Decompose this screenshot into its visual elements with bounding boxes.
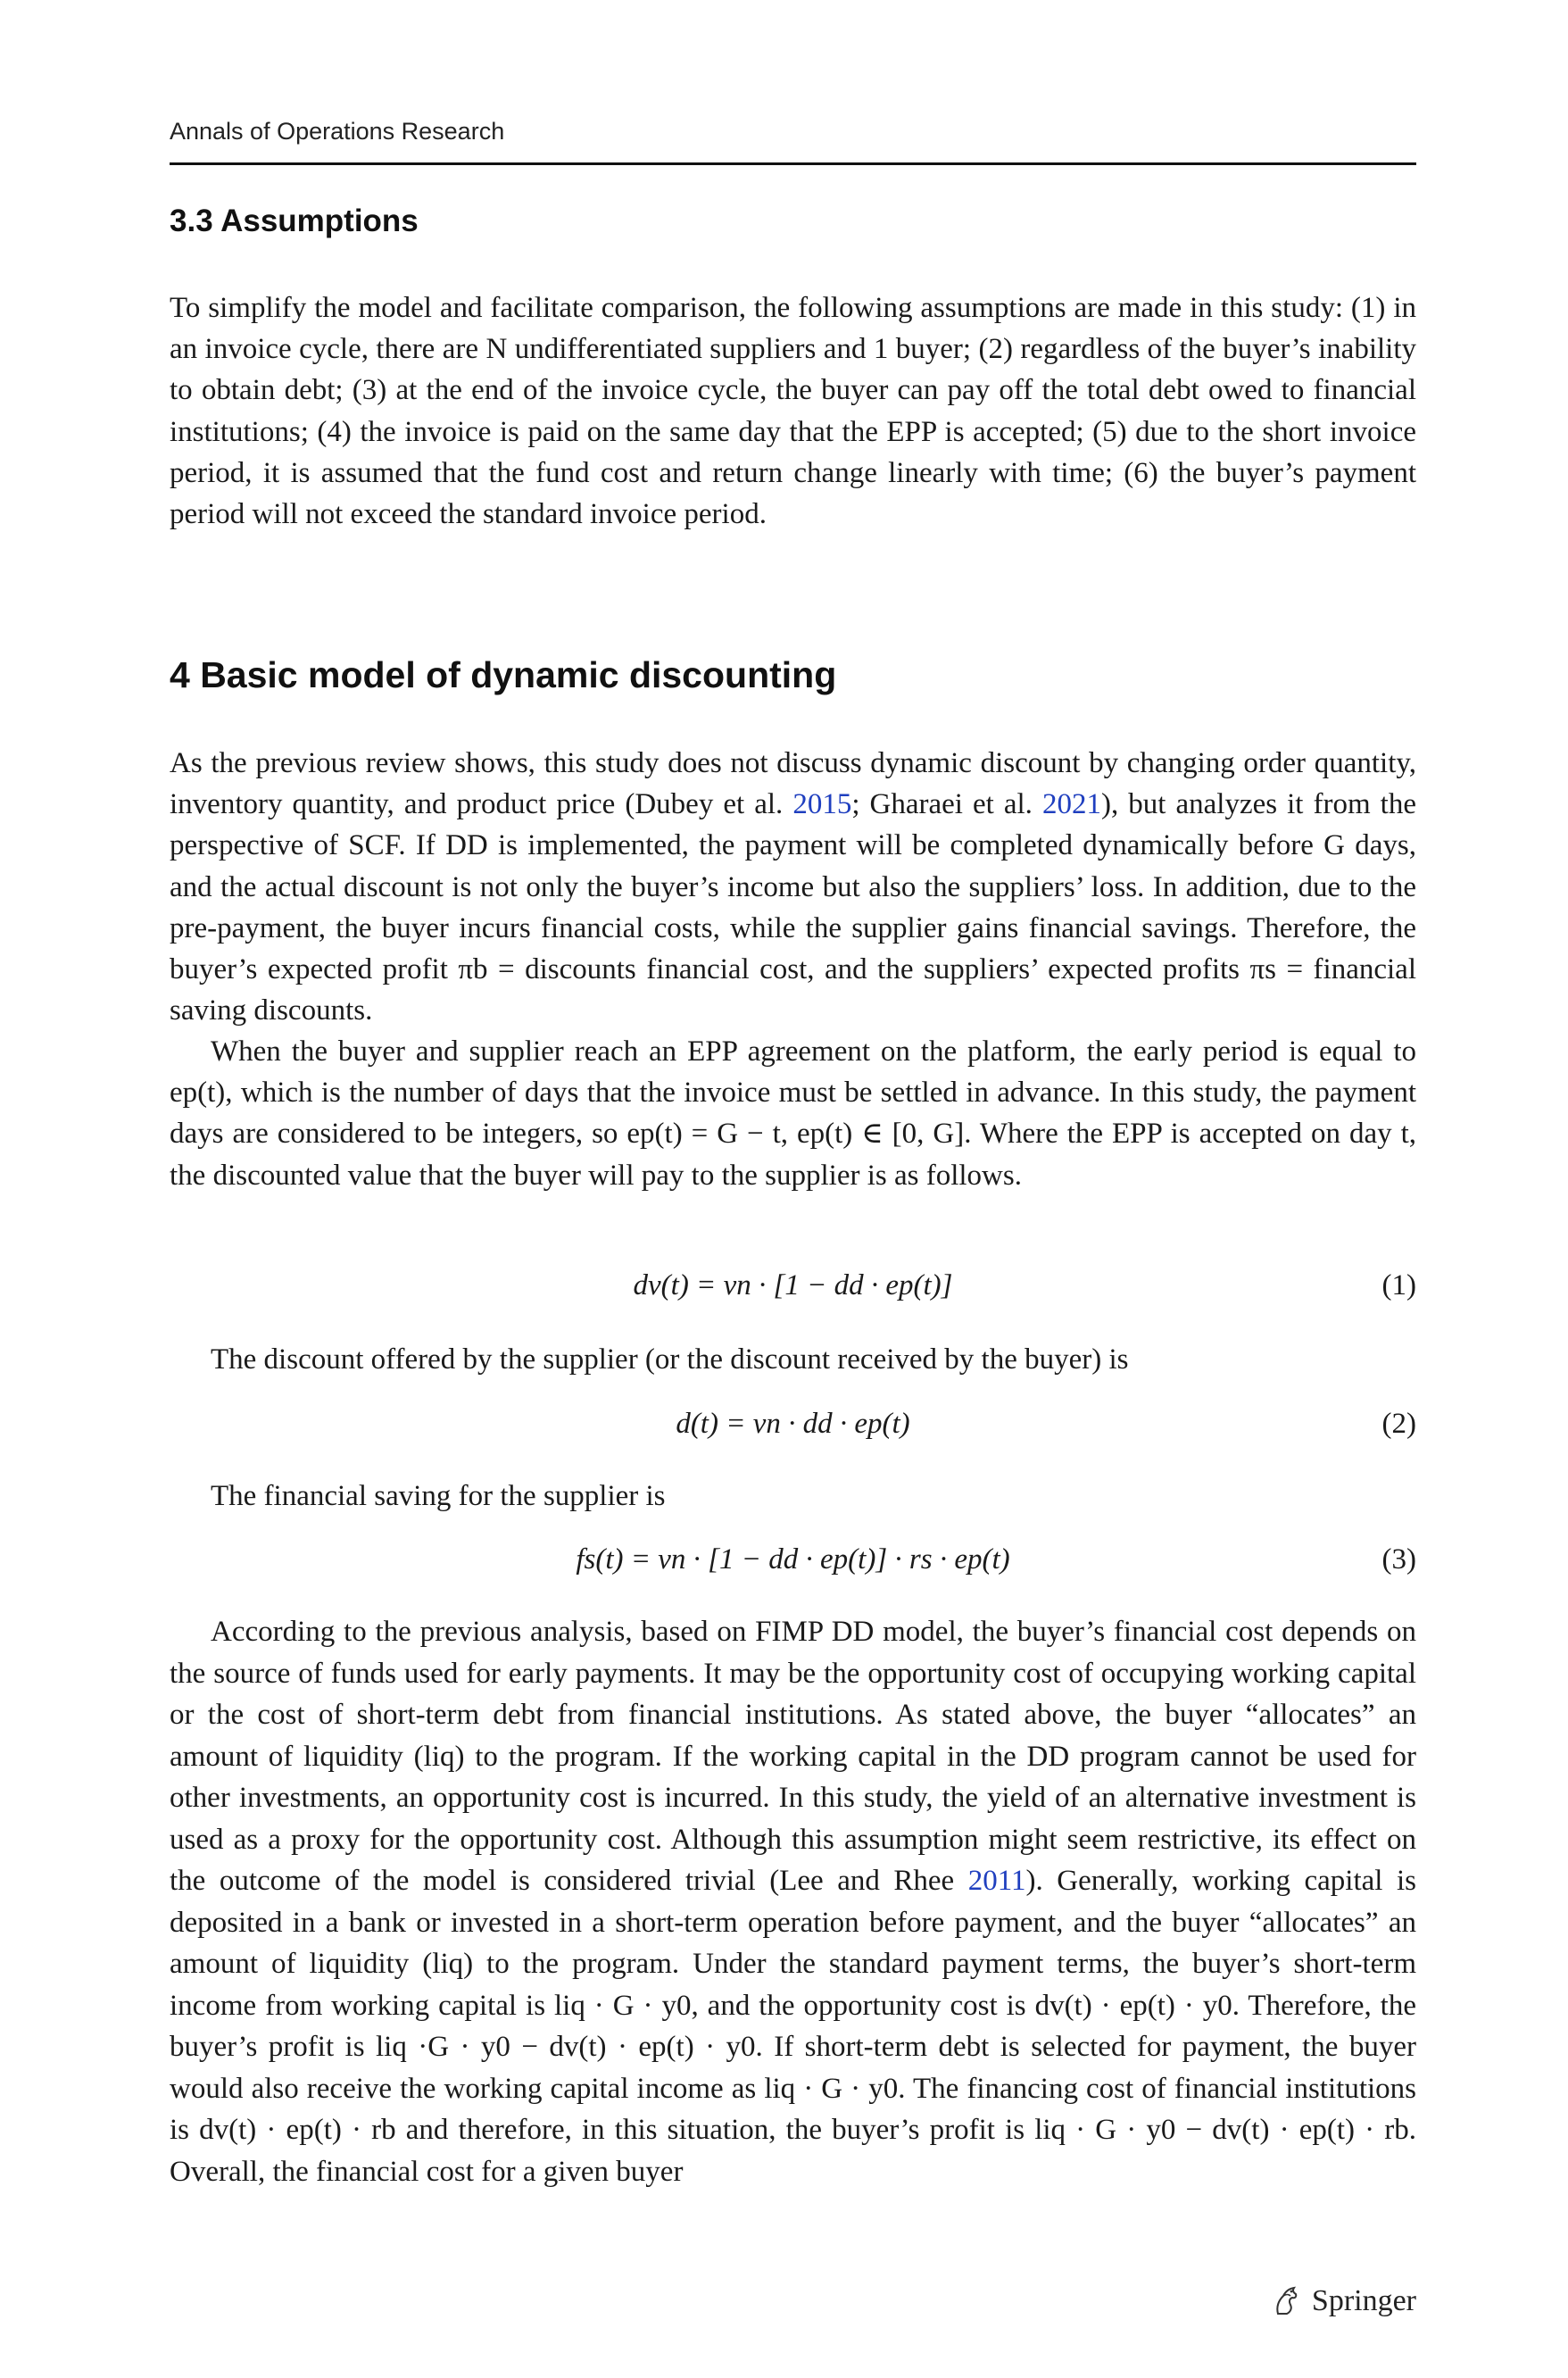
- springer-horse-icon: [1269, 2283, 1305, 2319]
- analysis-text-b: ). Generally, working capital is deposited in a bank or invested in a short-term operation before payment, and the buyer “allocates” an amount of liquidity (liq) to the program. Under the standard payment terms, the buyer’s short-term income from working capital is liq · G · y0, and the opportunity cost is dv(t) · ep(t) · y0. Therefore, the buyer’s profit is liq ·G · y0 − dv(t) · ep(t) · y0. If short-term debt is selected for payment, the buyer would also receive the working capital income as liq · G · y0. The financing cost of financial institutions is dv(t) · ep(t) · rb and therefore, in this situation, the buyer’s profit is liq · G · y0 − dv(t) · ep(t) · rb. Overall, the financial cost for a given buyer: [170, 1865, 1416, 2188]
- analysis-paragraph: [170, 1611, 1416, 2192]
- citation-lee-rhee-2011[interactable]: 2011: [967, 1865, 1026, 1897]
- section-4-title: 4 Basic model of dynamic discounting: [170, 654, 837, 695]
- citation-gharaei-2021[interactable]: 2021: [1041, 788, 1101, 821]
- review-text-b: ; Gharaei et al.: [851, 788, 1042, 821]
- discount-sentence: The discount offered by the supplier (or the discount received by the buyer) is: [211, 1343, 1129, 1376]
- financial-saving-sentence: The financial saving for the supplier is: [211, 1480, 666, 1512]
- equation-3: [170, 1538, 1416, 1583]
- publisher-name: Springer: [1311, 2284, 1416, 2317]
- equation-1-number: (1): [1381, 1269, 1416, 1301]
- equation-2: [170, 1402, 1416, 1447]
- equation-3-number: (3): [1381, 1543, 1416, 1576]
- equation-1: [170, 1264, 1416, 1309]
- header-rule: [170, 162, 1416, 165]
- review-text-a: As the previous review shows, this study does not discuss dynamic discount by changing order quantity, inventory quantity, and product price (Dubey et al.: [170, 747, 1416, 821]
- equation-1-formula: dv(t) = vn · [1 − dd · ep(t)]: [633, 1269, 953, 1301]
- review-text-c: ), but analyzes it from the perspective of SCF. If DD is implemented, the payment will be completed dynamically before G days, and the actual discount is not only the buyer’s income but also the suppliers’ loss. In addition, due to the pre-payment, the buyer incurs financial costs, while the supplier gains financial savings. Therefore, the buyer’s expected profit πb = discounts financial cost, and the suppliers’ expected profits πs = financial saving discounts.: [170, 788, 1417, 1027]
- citation-dubey-2015[interactable]: 2015: [792, 788, 852, 821]
- assumptions-paragraph: To simplify the model and facilitate comparison, the following assumptions are made in this study: (1) in an invoice cycle, there are N undifferentiated suppliers and 1 buyer; (2) regardless of the buyer’s inability to obtain debt; (3) at the end of the invoice cycle, the buyer can pay off the total debt owed to financial institutions; (4) the invoice is paid on the same day that the EPP is accepted; (5) due to the short invoice period, it is assumed that the fund cost and return change linearly with time; (6) the buyer’s payment period will not exceed the standard invoice period.: [170, 292, 1416, 531]
- equation-3-formula: fs(t) = vn · [1 − dd · ep(t)] · rs · ep(t): [576, 1543, 1010, 1576]
- equation-2-number: (2): [1381, 1408, 1416, 1440]
- publisher-footer: [1269, 2283, 1416, 2319]
- running-head: Annals of Operations Research: [170, 118, 505, 145]
- review-paragraph: [170, 743, 1416, 1031]
- equation-2-formula: d(t) = vn · dd · ep(t): [676, 1408, 910, 1440]
- section-3-3-title: 3.3 Assumptions: [170, 204, 419, 238]
- analysis-text-a: According to the previous analysis, based on FIMP DD model, the buyer’s financial cost depends on the source of funds used for early payments. It may be the opportunity cost of occupying working capital or the cost of short-term debt from financial institutions. As stated above, the buyer “allocates” an amount of liquidity (liq) to the program. If the working capital in the DD program cannot be used for other investments, an opportunity cost is incurred. In this study, the yield of an alternative investment is used as a proxy for the opportunity cost. Although this assumption might seem restrictive, its effect on the outcome of the model is considered trivial (Lee and Rhee: [170, 1616, 1416, 1897]
- epp-paragraph: When the buyer and supplier reach an EPP agreement on the platform, the early period is equal to ep(t), which is the number of days that the invoice must be settled in advance. In this study, the payment days are considered to be integers, so ep(t) = G − t, ep(t) ∈ [0, G]. Where the EPP is accepted on day t, the discounted value that the buyer will pay to the supplier is as follows.: [170, 1035, 1416, 1192]
